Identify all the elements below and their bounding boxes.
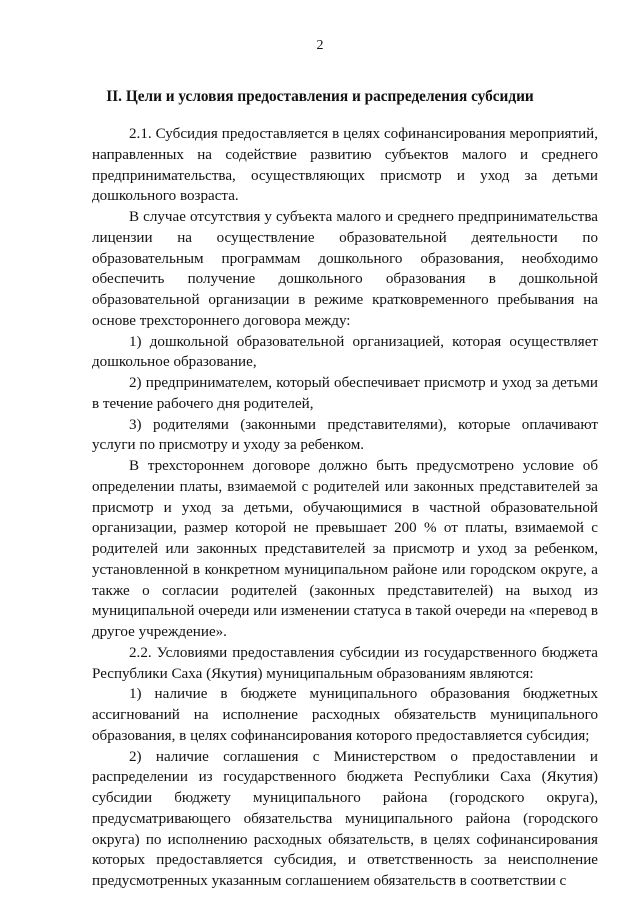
list-item-agreement: 2) наличие соглашения с Министерством о предоставлении и распределении из государственного бюджета Республики Саха (Якутия) субсидии бюджету муниципального района (городского округа), предусматривающего обязательства муниципального района (городского округа) по исполнению расходных обязательств, в целях софинансирования которых предоставляется субсидия, и ответственность за неисполнение предусмотренных указанным соглашением обязательств в соответствии с — [92, 748, 598, 889]
list-item-preschool-organization: 1) дошкольной образовательной организацией, которая осуществляет дошкольное образование, — [92, 333, 598, 371]
paragraph-license-absence: В случае отсутствия у субъекта малого и среднего предпринимательства лицензии на осуществление образовательной деятельности по образовательным программам дошкольного образования, необходимо обеспечить получение дошкольного образования в дошкольной образовательной организации в режиме кратковременного пребывания на основе трехстороннего договора между: — [92, 209, 598, 329]
section-title: II. Цели и условия предоставления и распределения субсидии — [106, 88, 534, 105]
paragraph-2-2: 2.2. Условиями предоставления субсидии из государственного бюджета Республики Саха (Якутия) муниципальным образованиям являются: — [92, 644, 598, 682]
paragraph-tripartite-contract: В трехстороннем договоре должно быть предусмотрено условие об определении платы, взимаемой с родителей или законных представителей за присмотр и уход за детьми, обучающимися в частной образовательной организации, размер которой не превышает 200 % от платы, взимаемой с родителей или законных представителей за присмотр и уход за ребенком, установленной в конкретном муниципальном районе или городском округе, а также о согласии родителей (законных представителей) на выход из муниципальной очереди или изменении статуса в такой очереди на «перевод в другое учреждение». — [92, 458, 598, 640]
list-item-entrepreneur: 2) предпринимателем, который обеспечивает присмотр и уход за детьми в течение рабочего дня родителей, — [92, 375, 598, 412]
page-number: 2 — [316, 38, 324, 53]
document-body — [92, 124, 598, 892]
list-item-parents: 3) родителями (законными представителями), которые оплачивают услуги по присмотру и уходу за ребенком. — [92, 416, 598, 454]
list-item-budget-allocations: 1) наличие в бюджете муниципального образования бюджетных ассигнований на исполнение расходных обязательств муниципального образования, в целях софинансирования которого предоставляется субсидия; — [92, 686, 598, 744]
paragraph-2-1: 2.1. Субсидия предоставляется в целях софинансирования мероприятий, направленных на содействие развитию субъектов малого и среднего предпринимательства, осуществляющих присмотр и уход за детьми дошкольного возраста. — [92, 126, 598, 205]
